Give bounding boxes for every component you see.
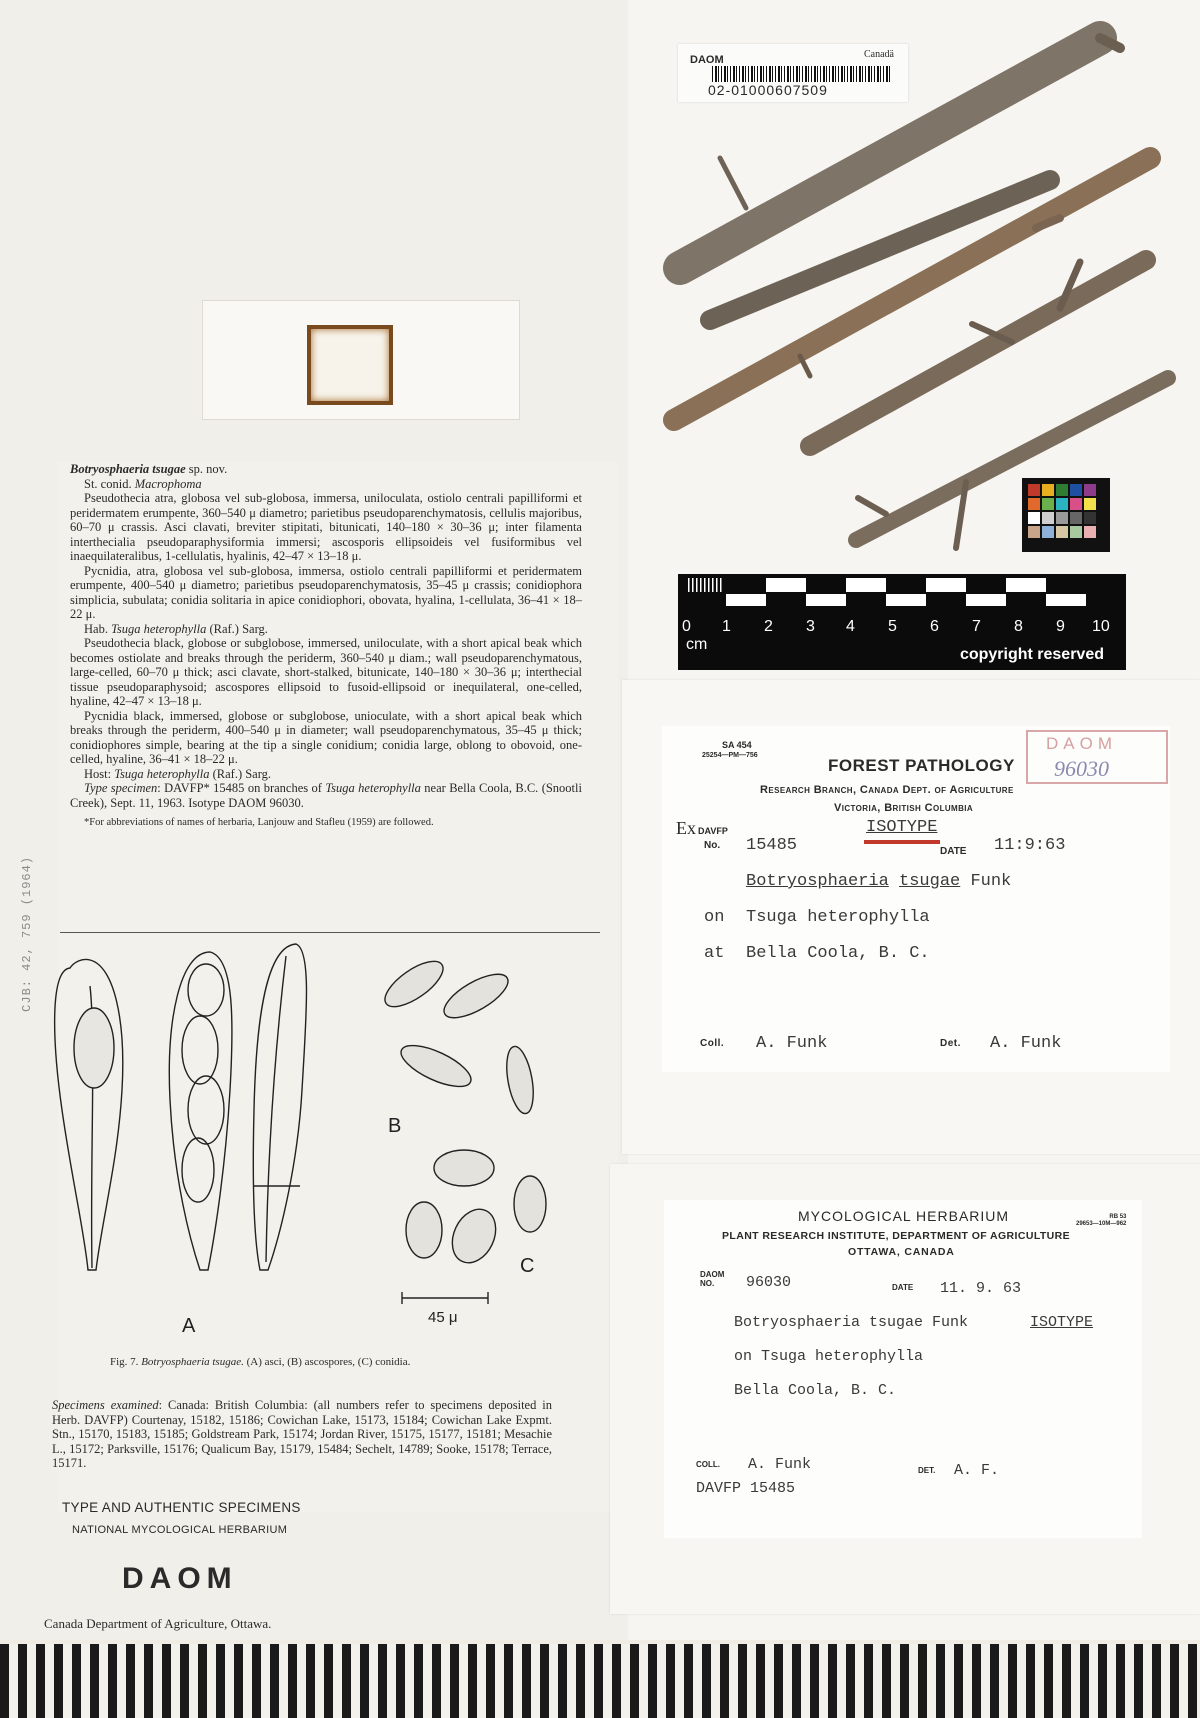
publication-text	[70, 462, 582, 831]
species-title: Botryosphaeria tsugae	[70, 462, 186, 476]
conidium-2	[406, 1202, 442, 1258]
ascospore-3	[502, 1044, 537, 1115]
color-swatch	[1070, 512, 1082, 524]
fp-ex: Ex	[676, 818, 696, 838]
fp-branch: Research Branch, Canada Dept. of Agriculture	[760, 784, 1014, 796]
footnote: *For abbreviations of names of herbaria, Lanjouw and Stafleu (1959) are followed.	[84, 817, 434, 828]
figure-label-b: B	[388, 1115, 402, 1137]
fp-genus: Botryosphaeria	[746, 872, 889, 891]
daom-accession-stamp	[1026, 730, 1168, 784]
mh-no-label	[700, 1270, 724, 1288]
mh-institute: PLANT RESEARCH INSTITUTE, DEPARTMENT OF AGRICULTURE	[722, 1230, 1071, 1242]
mh-locality: Bella Coola, B. C.	[734, 1382, 897, 1399]
figure-divider	[60, 932, 600, 933]
copyright-text: copyright reserved	[959, 646, 1104, 663]
color-swatch	[1028, 484, 1040, 496]
scale-number: 10	[1092, 618, 1110, 635]
fp-davfp: DAVFP	[698, 826, 728, 836]
ascospore-1	[378, 953, 450, 1015]
striped-border	[0, 1644, 1200, 1718]
twig-drawing	[660, 8, 1200, 568]
color-swatch	[1056, 484, 1068, 496]
conid-prefix: St. conid.	[84, 476, 135, 491]
color-swatch	[1028, 512, 1040, 524]
twig-5-branch	[858, 498, 886, 514]
caption-prefix: Fig. 7.	[110, 1356, 142, 1368]
mh-host: on Tsuga heterophylla	[734, 1348, 924, 1365]
color-swatch	[1042, 498, 1054, 510]
figure-scale-bar	[402, 1292, 488, 1304]
fp-no-label: No.	[704, 840, 721, 851]
type-stamp-line1: TYPE AND AUTHENTIC SPECIMENS	[62, 1500, 301, 1515]
caption-text: (A) asci, (B) ascospores, (C) conidia.	[243, 1356, 411, 1368]
ascus-2-spore-1	[188, 964, 224, 1016]
mh-no-text: NO.	[700, 1279, 715, 1288]
specimens-text: : Canada: British Columbia: (all numbers refer to specimens deposited in Herb. DAVFP) Courtenay, 15182, 15186; Cowichan Lake, 15173, 15184; Cowichan Lake Expmt. Stn., 15170, 15183, 15185; Goldstream Park, 15174; Jordan River, 15175, 15177, 15181; Mesachie L., 15172; Parksville, 15176; Qualicum Bay, 15179, 15484; Sechelt, 14789; Sooke, 15178; Terrace, 15171.	[52, 1398, 553, 1470]
canada-wordmark: Canadä	[864, 49, 894, 60]
fp-det-label: Det.	[940, 1038, 961, 1049]
fp-locality: Bella Coola, B. C.	[746, 944, 930, 963]
mh-date-label: DATE	[892, 1283, 914, 1292]
color-swatch	[1070, 484, 1082, 496]
fp-date: 11:9:63	[994, 836, 1066, 855]
host-prefix: Host:	[84, 766, 115, 781]
twig-1-branch	[720, 158, 746, 208]
ascus-2-spore-4	[182, 1138, 214, 1202]
figure-illustration	[50, 940, 590, 1340]
color-swatch	[1028, 526, 1040, 538]
fp-location: Victoria, British Columbia	[834, 802, 974, 814]
barcode-number: 02-01000607509	[708, 82, 828, 98]
scale-numbers	[678, 618, 1126, 638]
color-swatch	[1042, 484, 1054, 496]
mh-code-1: RB 53	[1109, 1214, 1127, 1220]
color-swatch	[1056, 498, 1068, 510]
hab-name: Tsuga heterophylla	[111, 621, 207, 636]
fp-author: Funk	[970, 872, 1012, 891]
caption-name: Botryosphaeria tsugae.	[141, 1356, 244, 1368]
fp-species-name	[746, 872, 1011, 891]
type-stamp-line2: NATIONAL MYCOLOGICAL HERBARIUM	[72, 1524, 288, 1536]
scale-number: 5	[888, 618, 897, 635]
canada-dept-text: Canada Department of Agriculture, Ottawa.	[44, 1616, 272, 1631]
latin-description-2: Pycnidia, atra, globosa vel sub-globosa, immersa, ostiolo centrali papilliformi et peridermatem erumpente, 400–540 μ diametro; parietibus pseudoparenchymatosis, 35–45 μ crassis; conidiophora simplicia, subulata; conidia solitaria in apice conidiophori, obovata, hyalina, 1-cellulata, 36–41 × 18–22 μ.	[70, 563, 582, 621]
species-title-suffix: sp. nov.	[185, 462, 228, 476]
barcode-herbarium: DAOM	[690, 54, 724, 66]
host-suffix: (Raf.) Sarg.	[209, 766, 272, 781]
english-description-1: Pseudothecia black, globose or subglobose, immersed, uniloculate, with a short apical beak which becomes ostiolate and breaks through the periderm, 360–540 μ diam.; wall pseudoparenchymatous, large-celled, 60–70 μ thick; asci clavate, short-stalked, bitunicate, 140–180 × 30–36 μ; interthecial tissue pseudoparaphysoid; ascospores ellipsoid to fusoid-ellipsoid or inequilateral, one-celled, hyaline, 42–47 × 13–18 μ.	[70, 636, 582, 708]
figure-scale-label: 45 μ	[428, 1309, 458, 1326]
fp-isotype: ISOTYPE	[866, 818, 938, 837]
scale-number: 1	[722, 618, 731, 635]
fp-isotype-underline	[864, 840, 940, 844]
figure-drawing	[50, 940, 590, 1340]
mh-davfp-number: DAVFP 15485	[696, 1480, 796, 1497]
daom-logo-text: DAOM	[122, 1562, 238, 1595]
fp-number: 15485	[746, 836, 798, 855]
mh-determiner: A. F.	[954, 1462, 1000, 1479]
type-host: Tsuga heterophylla	[325, 781, 421, 795]
ascospore-2	[438, 966, 514, 1026]
scale-bar	[678, 574, 1126, 670]
ascus-3	[253, 944, 306, 1270]
fp-on-label: on	[704, 908, 725, 927]
fp-determiner: A. Funk	[990, 1034, 1062, 1053]
fp-collector: A. Funk	[756, 1034, 828, 1053]
scale-unit: cm	[686, 636, 708, 653]
type-text-1: : DAVFP* 15485 on branches of	[157, 781, 326, 795]
scale-number: 6	[930, 618, 939, 635]
figure-label-c: C	[520, 1255, 535, 1277]
twig-1	[680, 38, 1100, 268]
color-swatch	[1056, 526, 1068, 538]
color-swatch	[1084, 512, 1096, 524]
figure-label-a: A	[182, 1315, 196, 1337]
fp-print-code: 25254—PM—756	[702, 752, 758, 759]
fp-at-label: at	[704, 944, 725, 963]
hab-prefix: Hab.	[84, 621, 112, 636]
mh-city: OTTAWA, CANADA	[848, 1246, 955, 1258]
ascus-1-spore	[74, 1008, 114, 1088]
color-swatch	[1084, 498, 1096, 510]
type-text-2: near Bella Coola, B.C. (Snootli Creek), Sept. 11, 1963. Isotype DAOM 96030.	[70, 781, 582, 810]
fp-host: Tsuga heterophylla	[746, 908, 930, 927]
microscope-slide	[202, 300, 520, 420]
mh-code-2: 29653—10M—962	[1076, 1221, 1127, 1227]
scale-number: 0	[682, 618, 691, 635]
color-swatch	[1042, 526, 1054, 538]
color-swatch	[1070, 526, 1082, 538]
fp-epithet: tsugae	[899, 872, 961, 891]
color-swatch	[1042, 512, 1054, 524]
host-name: Tsuga heterophylla	[114, 766, 210, 781]
scale-number: 8	[1014, 618, 1023, 635]
color-swatch	[1084, 526, 1096, 538]
scale-number: 4	[846, 618, 855, 635]
scale-number: 9	[1056, 618, 1065, 635]
conidium-3	[444, 1202, 504, 1270]
fp-coll-label: Coll.	[700, 1038, 725, 1049]
scale-number: 7	[972, 618, 981, 635]
figure-caption	[110, 1356, 410, 1368]
citation-stamp: CJB: 42, 759 (1964)	[20, 856, 34, 1012]
conid-name: Macrophoma	[134, 476, 202, 491]
mh-daom-label: DAOM	[700, 1270, 725, 1279]
color-swatch	[1084, 484, 1096, 496]
conidium-4	[514, 1176, 546, 1232]
mh-collector: A. Funk	[748, 1456, 812, 1473]
color-calibration-card	[1022, 478, 1110, 552]
mh-title: MYCOLOGICAL HERBARIUM	[798, 1208, 1010, 1224]
color-swatch	[1070, 498, 1082, 510]
english-description-2: Pycnidia black, immersed, globose or subglobose, unioculate, with a short apical beak which breaks through the periderm, 400–540 μ in diameter; wall pseudoparenchymatous, 35–45 μ thick; conidiophores simple, bearing at the tip a single conidium; conidia large, oblong to obovoid, one-celled, hyaline, 36–41 × 18–22 μ.	[70, 708, 582, 766]
mh-species-name: Botryosphaeria tsugae Funk	[734, 1314, 969, 1331]
ascus-2-spore-2	[182, 1016, 218, 1084]
mh-date: 11. 9. 63	[940, 1280, 1022, 1297]
specimens-examined	[52, 1398, 552, 1471]
slide-mount	[307, 325, 393, 405]
specimens-prefix: Specimens examined	[52, 1398, 159, 1412]
daom-stamp-text: DAOM	[1046, 734, 1117, 753]
scale-ruler	[684, 576, 1104, 610]
daom-stamp-number: 96030	[1054, 756, 1109, 781]
scale-number: 3	[806, 618, 815, 635]
scale-number: 2	[764, 618, 773, 635]
ascus-1	[55, 959, 123, 1270]
ascus-2-spore-3	[188, 1076, 224, 1144]
color-swatch	[1056, 512, 1068, 524]
latin-description-1: Pseudothecia atra, globosa vel sub-globosa, immersa, uniloculata, ostiolo centrali papilliformi et peridermatem erumpente, 360–540 μ diametro; parietibus pseudoparenchymatosis, cellulis majoribus, 60–70 μ crassis. Asci clavati, breviter stipitati, bitunicati, 140–180 × 30–36 μ; inter filamenta interthecialia pseudoparaphysiformia immersi; ascosporis ellipsoideis vel fusiformibus vel inaequilateralibus, 1-cellulatis, hyalinis, 42–47 × 13–18 μ.	[70, 491, 582, 563]
ascospore-4	[396, 1037, 477, 1094]
mh-form-code	[1076, 1214, 1126, 1228]
mh-coll-label: COLL.	[696, 1460, 720, 1469]
type-prefix: Type specimen	[84, 781, 158, 795]
conidium-1	[434, 1150, 494, 1186]
mh-isotype: ISOTYPE	[1030, 1314, 1094, 1331]
twig-specimens	[660, 8, 1200, 568]
fp-date-label: DATE	[940, 846, 967, 857]
fp-title: FOREST PATHOLOGY	[828, 756, 1015, 775]
mh-number: 96030	[746, 1274, 792, 1291]
hab-suffix: (Raf.) Sarg.	[206, 621, 268, 636]
mh-det-label: DET.	[918, 1466, 936, 1475]
fp-form-code: SA 454	[722, 740, 752, 750]
color-swatch	[1028, 498, 1040, 510]
